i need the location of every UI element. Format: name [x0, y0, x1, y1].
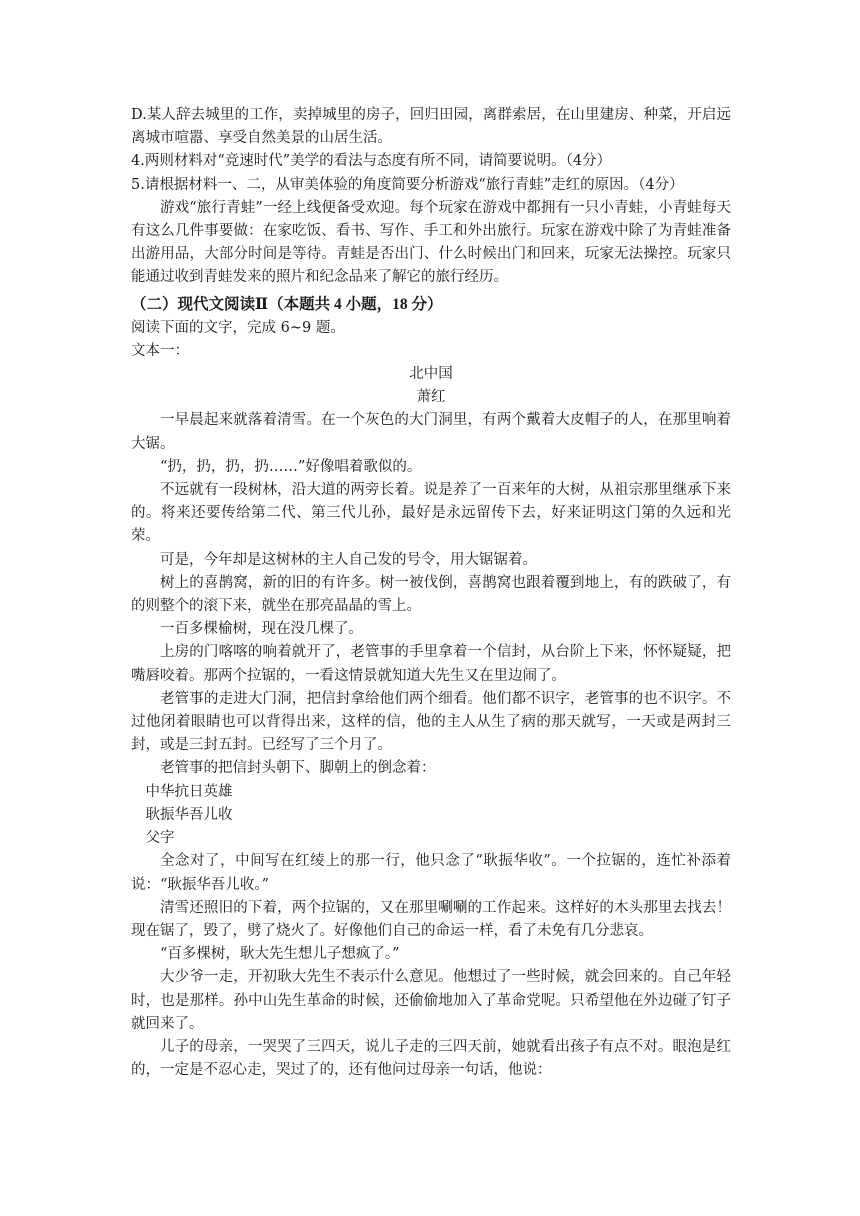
story-paragraph: 上房的门喀喀的响着就开了，老管事的手里拿着一个信封，从台阶上下来，怀怀疑疑，把嘴唇咬着。那两个拉锯的，一看这情景就知道大先生又在里边闹了。	[131, 644, 731, 684]
story-paragraph: 清雪还照旧的下着，两个拉锯的，又在那里唰唰的工作起来。这样好的木头那里去找去！现在锯了，毁了，劈了烧火了。好像他们自己的命运一样，看了未免有几分悲哀。	[131, 899, 731, 939]
story-paragraph: 树上的喜鹊窝，新的旧的有许多。树一被伐倒，喜鹊窝也跟着覆到地上，有的跌破了，有的则整个的滚下来，就坐在那亮晶晶的雪上。	[131, 574, 731, 615]
story-paragraph: 全念对了，中间写在红绫上的那一行，他只念了“耿振华收”。一个拉锯的，连忙补添着说：“耿振华吾儿收。”	[131, 853, 731, 893]
question-4: 4.两则材料对“竞速时代”美学的看法与态度有所不同，请简要说明。（4分）	[131, 153, 612, 170]
letter-line: 耿振华吾儿收	[145, 806, 233, 823]
story-paragraph: 不远就有一段树林，沿大道的两旁长着。说是养了一百来年的大树，从祖宗那里继承下来的。将来还要传给第二代、第三代儿孙，最好是永远留传下去，好来证明这门第的久远和光荣。	[131, 482, 731, 545]
section-heading: （二）现代文阅读Ⅱ（本题共 4 小题，18 分）	[131, 295, 443, 313]
story-title: 北中国	[409, 366, 453, 383]
story-paragraph: 可是，今年却是这树林的主人自己发的号令，用大锯锯着。	[160, 551, 537, 568]
frog-game-passage: 游戏“旅行青蛙”一经上线便备受欢迎。每个玩家在游戏中都拥有一只小青蛙，小青蛙每天有这么几件事要做：在家吃饭、看书、写作、手工和外出旅行。玩家在游戏中除了为青蛙准备出游用品，大部分时间是等待。青蛙是否出门、什么时候出门和回来，玩家无法操控。玩家只能通过收到青蛙发来的照片和纪念品来了解它的旅行经历。	[131, 199, 731, 286]
text-one-label: 文本一：	[131, 342, 189, 359]
reading-instruction: 阅读下面的文字，完成 6~9 题。	[131, 319, 345, 336]
question-5: 5.请根据材料一、二，从审美体验的角度简要分析游戏“旅行青蛙”走红的原因。（4分）	[131, 176, 684, 193]
story-paragraph: 大少爷一走，开初耿大先生不表示什么意见。他想过了一些时候，就会回来的。自己年轻时，也是那样。孙中山先生革命的时候，还偷偷地加入了革命党呢。只希望他在外边碰了钉子就回来了。	[131, 969, 731, 1032]
letter-line: 父字	[145, 830, 175, 847]
story-paragraph: 一早晨起来就落着清雪。在一个灰色的大门洞里，有两个戴着大皮帽子的人，在那里响着大锯。	[131, 412, 731, 452]
story-paragraph: 一百多棵榆树，现在没几棵了。	[160, 621, 363, 638]
story-paragraph: 老管事的把信封头朝下、脚朝上的倒念着：	[160, 760, 436, 777]
story-paragraph: “百多棵树，耿大先生想儿子想疯了。”	[160, 946, 400, 963]
story-author: 萧红	[416, 389, 446, 406]
story-paragraph: “扔，扔，扔，扔……”好像唱着歌似的。	[160, 458, 422, 475]
option-d-text: D.某人辞去城里的工作，卖掉城里的房子，回归田园，离群索居，在山里建房、种菜，开启远离城市喧嚣、享受自然美景的山居生活。	[131, 107, 731, 147]
story-paragraph: 儿子的母亲，一哭哭了三四天，说儿子走的三四天前，她就看出孩子有点不对。眼泡是红的，一定是不忍心走，哭过了的，还有他问过母亲一句话，他说：	[131, 1038, 731, 1079]
story-paragraph: 老管事的走进大门洞，把信封拿给他们两个细看。他们都不识字，老管事的也不识字。不过他闭着眼睛也可以背得出来，这样的信，他的主人从生了病的那天就写，一天或是两封三封，或是三封五封。已经写了三个月了。	[131, 690, 731, 754]
letter-line: 中华抗日英雄	[145, 783, 233, 800]
document-body	[131, 104, 731, 1082]
